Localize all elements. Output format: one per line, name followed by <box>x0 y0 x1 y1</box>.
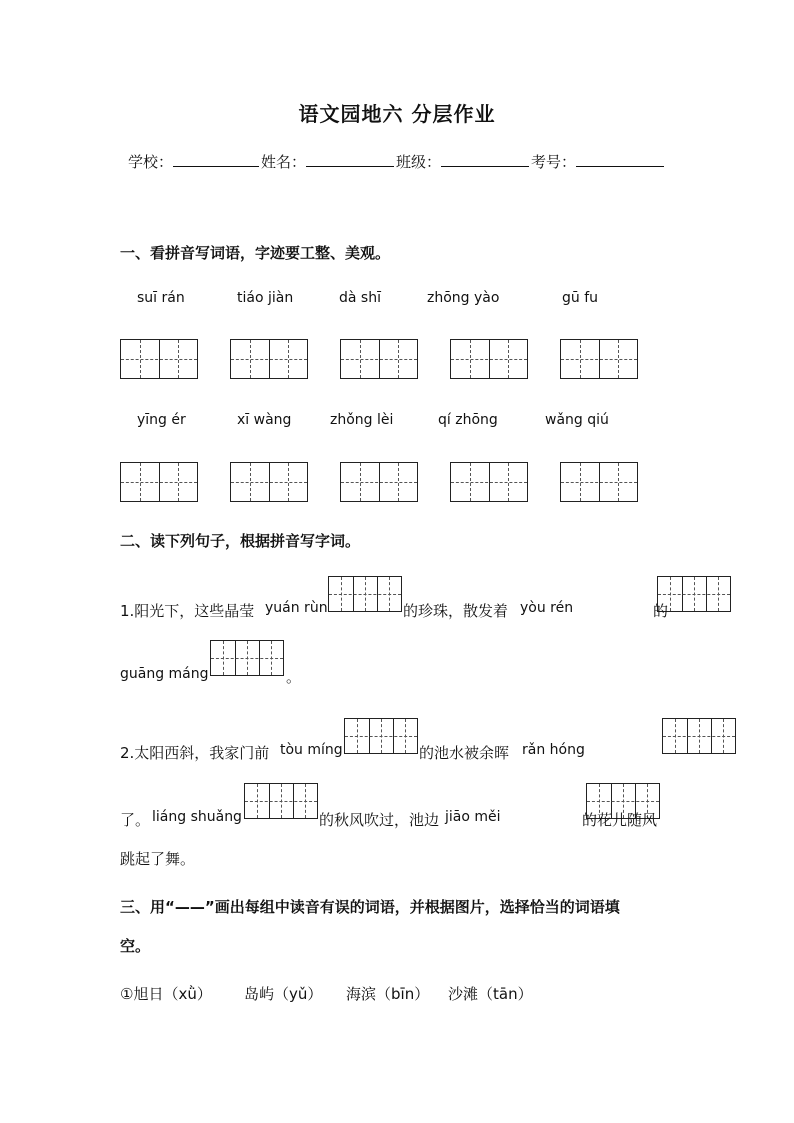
word-option[interactable]: ①旭日（xǜ） <box>120 985 212 1003</box>
pinyin-label: tòu míng <box>280 742 343 758</box>
grid-guide-horizontal <box>231 482 307 483</box>
sentence-1-line-1 <box>120 576 680 620</box>
sentence-text: 跳起了舞。 <box>120 850 196 868</box>
grid-guide-horizontal <box>663 736 735 737</box>
sentence-text: 1.阳光下，这些晶莹 <box>120 602 255 620</box>
section1-heading: 一、看拼音写词语，字迹要工整、美观。 <box>120 244 391 262</box>
writing-grid[interactable] <box>328 576 402 612</box>
grid-guide-horizontal <box>658 594 730 595</box>
writing-grid[interactable] <box>120 462 198 502</box>
sentence-2-line-2 <box>120 783 680 829</box>
writing-grid[interactable] <box>344 718 418 754</box>
writing-grid[interactable] <box>210 640 284 676</box>
sentence-text: 的 <box>653 602 669 620</box>
sentence-text: 的珍珠，散发着 <box>403 602 509 620</box>
section2-heading: 二、读下列句子，根据拼音写字词。 <box>120 532 361 550</box>
writing-grid[interactable] <box>450 462 528 502</box>
grid-guide-horizontal <box>341 482 417 483</box>
sentence-text: 2.太阳西斜，我家门前 <box>120 744 270 762</box>
pinyin-label: yòu rén <box>520 600 574 616</box>
writing-grid[interactable] <box>340 462 418 502</box>
writing-grid[interactable] <box>230 462 308 502</box>
grid-guide-horizontal <box>345 736 417 737</box>
writing-grid[interactable] <box>120 339 198 379</box>
pinyin-label: yuán rùn <box>265 600 328 616</box>
writing-grid[interactable] <box>662 718 736 754</box>
section3-heading <box>120 896 620 917</box>
pinyin-label: zhǒng lèi <box>330 412 394 428</box>
pinyin-label: guāng máng <box>120 666 209 682</box>
pinyin-label: rǎn hóng <box>522 742 585 758</box>
section3-heading-text: ”画出每组中读音有误的词语，并根据图片，选择恰当的词语填 <box>204 898 620 916</box>
section3-heading-prefix: 三、用“ <box>120 898 175 916</box>
sentence-text: 的秋风吹过，池边 <box>319 811 440 829</box>
word-group-1 <box>120 983 680 1005</box>
grid-guide-horizontal <box>451 482 527 483</box>
writing-grid[interactable] <box>244 783 318 819</box>
class-label: 班级： <box>396 153 442 171</box>
word-option[interactable]: 岛屿（yǔ） <box>244 985 323 1003</box>
writing-grid[interactable] <box>450 339 528 379</box>
grid-guide-horizontal <box>231 359 307 360</box>
name-label: 姓名： <box>261 153 307 171</box>
word-option[interactable]: 海滨（bīn） <box>346 985 430 1003</box>
pinyin-label: suī rán <box>137 290 185 306</box>
pinyin-label: wǎng qiú <box>545 412 609 428</box>
grid-guide-horizontal <box>211 658 283 659</box>
pinyin-label: gū fu <box>562 290 599 306</box>
grid-guide-horizontal <box>341 359 417 360</box>
grid-guide-horizontal <box>245 801 317 802</box>
sentence-1-line-2 <box>120 640 420 686</box>
sentence-text: 的花儿随风 <box>582 811 658 829</box>
writing-grid[interactable] <box>230 339 308 379</box>
pinyin-label: qí zhōng <box>438 412 498 428</box>
word-option[interactable]: 沙滩（tān） <box>448 985 533 1003</box>
pinyin-label: zhōng yào <box>427 290 500 306</box>
grid-guide-horizontal <box>121 359 197 360</box>
pinyin-label: dà shī <box>339 290 381 306</box>
exam-no-label: 考号： <box>531 153 577 171</box>
grid-guide-horizontal <box>561 482 637 483</box>
grid-guide-horizontal <box>561 359 637 360</box>
grid-guide-horizontal <box>587 801 659 802</box>
section3-heading-cont: 空。 <box>120 937 151 955</box>
writing-grid[interactable] <box>340 339 418 379</box>
sentence-text: 的池水被余晖 <box>419 744 510 762</box>
class-field[interactable] <box>441 150 529 167</box>
underline-sample: —— <box>174 898 205 916</box>
writing-grid[interactable] <box>560 462 638 502</box>
school-field[interactable] <box>173 150 259 167</box>
writing-grid[interactable] <box>560 339 638 379</box>
grid-guide-horizontal <box>329 594 401 595</box>
pinyin-label: xī wàng <box>237 412 292 428</box>
grid-guide-horizontal <box>121 482 197 483</box>
sentence-text: 了。 <box>120 811 151 829</box>
student-info-line <box>128 150 666 172</box>
pinyin-label: tiáo jiàn <box>237 290 294 306</box>
sentence-2-line-1 <box>120 718 680 760</box>
pinyin-label: liáng shuǎng <box>152 809 242 825</box>
pinyin-label: jiāo měi <box>445 809 501 825</box>
pinyin-label: yīng ér <box>137 412 186 428</box>
name-field[interactable] <box>306 150 394 167</box>
grid-guide-horizontal <box>451 359 527 360</box>
page-title: 语文园地六 分层作业 <box>298 102 496 126</box>
school-label: 学校： <box>128 153 174 171</box>
exam-no-field[interactable] <box>576 150 664 167</box>
sentence-text: 。 <box>286 668 302 686</box>
